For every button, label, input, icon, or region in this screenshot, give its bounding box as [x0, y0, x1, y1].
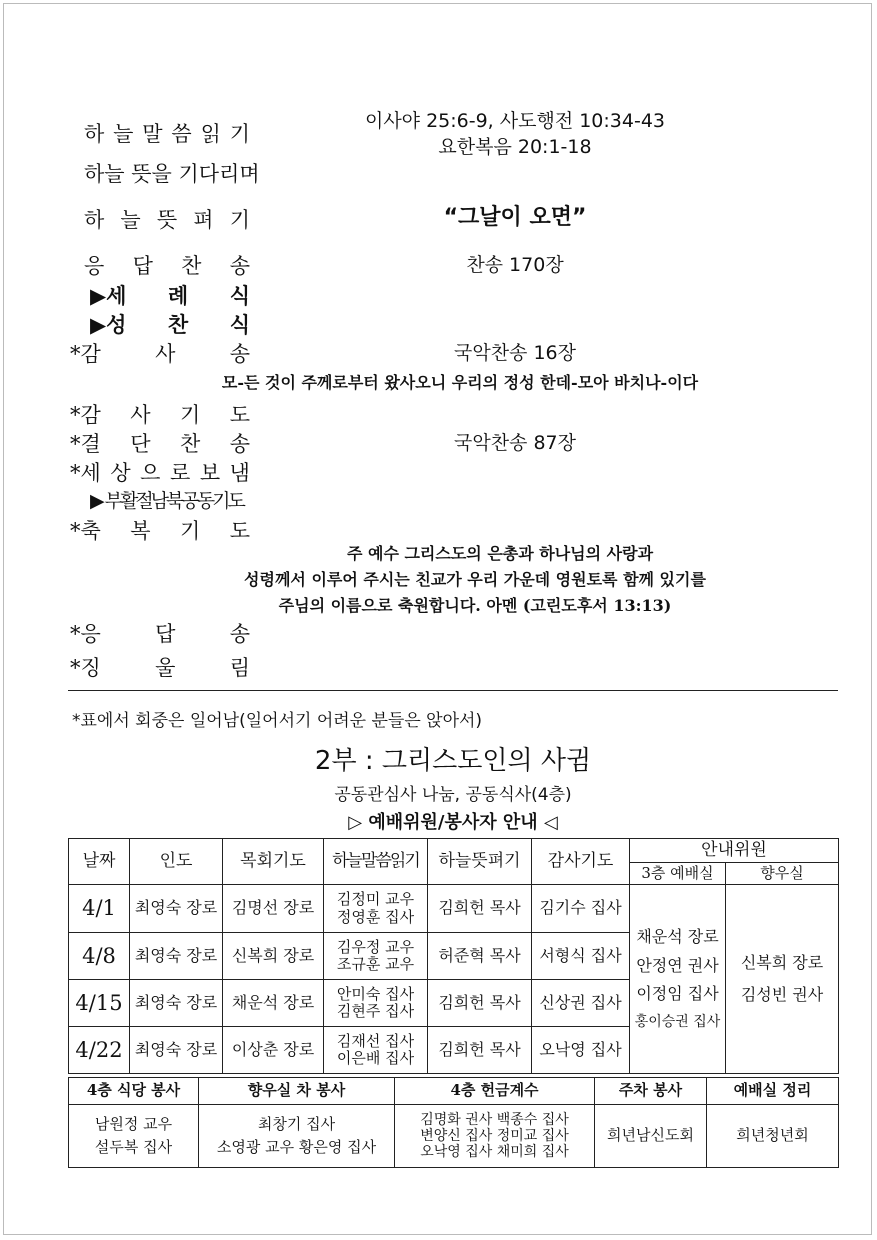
- label-text: 기: [179, 519, 201, 543]
- divider: [68, 690, 838, 691]
- label-postlude: [70, 652, 250, 682]
- duty-row: [69, 1105, 839, 1168]
- thanks-hymn-text: 국악찬송 16장: [454, 342, 576, 364]
- row-sermon: 김희헌 목사: [428, 1027, 532, 1074]
- reader: 정영훈 집사: [336, 907, 415, 926]
- label-text: 송: [229, 342, 250, 366]
- volunteer: 김명화 권사 백종수 집사: [420, 1111, 569, 1128]
- duty-table: [68, 1077, 839, 1168]
- row-prayer: 신복희 장로: [223, 933, 324, 980]
- duty-header-row: [69, 1078, 839, 1105]
- guide-name: 신복희 장로: [740, 952, 824, 972]
- label-text: *세: [70, 461, 101, 485]
- label-text: 사: [155, 342, 176, 366]
- label-text: 기: [229, 208, 250, 232]
- table-row: [69, 885, 839, 933]
- header-guide-3f: 3층 예배실: [630, 863, 726, 885]
- duty-header-parking: 주차 봉사: [595, 1078, 707, 1105]
- volunteer: 최창기 집사: [257, 1114, 336, 1133]
- label-waiting: 하늘 뜻을 기다리며: [84, 162, 260, 186]
- label-scripture: [84, 118, 250, 148]
- duty-header-tea: 향우실 차 봉사: [199, 1078, 395, 1105]
- header-row: [69, 839, 839, 863]
- header-sermon: 하늘뜻펴기: [428, 839, 532, 885]
- label-text: 송: [229, 432, 250, 456]
- label-text: 하: [84, 208, 105, 232]
- part2-title: 2부 : 그리스도인의 사귐: [314, 746, 592, 776]
- label-text: 복: [130, 519, 151, 543]
- row-prayer: 이상춘 장로: [223, 1027, 324, 1074]
- label-text: 식: [229, 312, 250, 337]
- volunteer: 소영광 교우 황은영 집사: [216, 1138, 377, 1156]
- label-text: 씀: [171, 122, 192, 146]
- label-communion: [90, 309, 250, 339]
- reader: 안미숙 집사: [336, 984, 415, 1003]
- label-baptism: [90, 280, 250, 310]
- volunteer: 변양신 집사 정미교 집사: [420, 1127, 569, 1144]
- label-text: 로: [169, 461, 191, 485]
- row-thanks: 오낙영 집사: [532, 1027, 630, 1074]
- row-thanks: 김기수 집사: [532, 885, 630, 933]
- label-text: 찬: [181, 254, 202, 278]
- label-text: 상: [110, 461, 131, 485]
- header-guide-hyangwoo: 향우실: [726, 863, 839, 885]
- guide-name: 홍이승권 집사: [634, 1013, 721, 1030]
- play-triangle-icon: ▶성: [90, 312, 127, 337]
- row-thanks: 신상권 집사: [532, 980, 630, 1027]
- row-date: 4/1: [69, 885, 130, 933]
- label-text: 늘: [113, 122, 134, 146]
- duty-parking: 희년남신도회: [595, 1105, 707, 1168]
- row-prayer: 김명선 장로: [223, 885, 324, 933]
- header-reading: 하늘말씀읽기: [324, 839, 428, 885]
- label-text: *징: [70, 656, 101, 680]
- row-reading: [324, 1027, 428, 1074]
- row-lead: 최영숙 장로: [130, 933, 223, 980]
- offering-line: 모-든 것이 주께로부터 왔사오니 우리의 정성 한데-모아 바치나-이다: [221, 373, 699, 392]
- label-text: 답: [155, 622, 176, 646]
- label-thanks-prayer: [70, 399, 250, 429]
- standing-note: *표에서 회중은 일어남(일어서기 어려운 분들은 앉아서): [72, 711, 483, 731]
- header-prayer: 목회기도: [223, 839, 324, 885]
- label-text: 응: [84, 254, 105, 278]
- label-response-hymn: [84, 250, 250, 280]
- duty-header-counting: 4층 헌금계수: [395, 1078, 595, 1105]
- guide-name: 채운석 장로: [636, 927, 719, 947]
- label-text: 식: [229, 283, 250, 308]
- label-sermon: [84, 204, 250, 234]
- row-sermon: 허준혁 목사: [428, 933, 532, 980]
- label-text: 기: [229, 122, 250, 146]
- label-text: 냄: [229, 461, 250, 485]
- label-text: 기: [179, 403, 201, 427]
- duty-counting: [395, 1105, 595, 1168]
- row-reading: [324, 933, 428, 980]
- label-resolve-hymn: [70, 428, 250, 458]
- reader: 김현주 집사: [336, 1002, 415, 1020]
- label-text: 사: [130, 403, 151, 427]
- row-lead: 최영숙 장로: [130, 1027, 223, 1074]
- label-text: 하: [84, 122, 105, 146]
- duty-cleanup: 희년청년회: [707, 1105, 839, 1168]
- header-thanks: 감사기도: [532, 839, 630, 885]
- header-lead: 인도: [130, 839, 223, 885]
- label-text: 단: [130, 432, 151, 456]
- reader: 김정미 교우: [336, 890, 415, 909]
- roster-title: ▷ 예배위원/봉사자 안내 ◁: [348, 812, 558, 833]
- label-easter-prayer: [90, 486, 243, 513]
- label-text: 울: [155, 656, 176, 680]
- label-text: 도: [229, 403, 250, 427]
- scripture-line2: 요한복음 20:1-18: [438, 136, 592, 158]
- label-text: 례: [167, 283, 189, 308]
- header-date: 날짜: [69, 839, 130, 885]
- duty-cafeteria: [69, 1105, 199, 1168]
- row-reading: [324, 980, 428, 1027]
- blessing-line-2: 성령께서 이루어 주시는 친교가 우리 가운데 영원토록 함께 있기를: [244, 570, 706, 589]
- label-text: 펴: [193, 208, 214, 232]
- guide-name: 김성빈 권사: [740, 985, 824, 1004]
- response-hymn-text: 찬송 170장: [466, 254, 564, 276]
- reader: 이은배 집사: [336, 1049, 415, 1067]
- duty-tea: [199, 1105, 395, 1168]
- label-text: 송: [229, 622, 250, 646]
- resolve-hymn-text: 국악찬송 87장: [454, 432, 576, 454]
- label-text: 도: [229, 519, 250, 543]
- roster-table: [68, 838, 839, 1074]
- guide-hyangwoo-cell: [726, 885, 839, 1074]
- reader: 김우정 교우: [336, 937, 415, 956]
- volunteer: 남원정 교우: [94, 1114, 173, 1133]
- label-thanks-hymn: [70, 338, 250, 368]
- guide-name: 이정임 집사: [636, 984, 719, 1004]
- label-text: 보: [199, 461, 221, 485]
- part2-subtitle: 공동관심사 나눔, 공동식사(4층): [334, 785, 572, 805]
- label-text: 림: [229, 656, 250, 680]
- volunteer: 오낙영 집사 채미희 집사: [420, 1144, 569, 1161]
- volunteer: 설두복 집사: [94, 1138, 173, 1156]
- duty-header-cafeteria: 4층 식당 봉사: [69, 1078, 199, 1105]
- row-thanks: 서형식 집사: [532, 933, 630, 980]
- label-text: 읽: [200, 122, 221, 146]
- row-sermon: 김희헌 목사: [428, 885, 532, 933]
- play-triangle-icon: ▶세: [90, 283, 127, 308]
- label-text: 말: [142, 122, 163, 146]
- play-triangle-icon: ▶: [90, 490, 105, 512]
- label-text: 으: [140, 461, 161, 485]
- guide-name: 안정연 권사: [636, 955, 719, 975]
- scripture-line1: 이사야 25:6-9, 사도행전 10:34-43: [364, 110, 666, 132]
- label-text: 늘: [120, 208, 141, 232]
- label-amen-response: [70, 618, 250, 648]
- reader: 김재선 집사: [336, 1031, 415, 1050]
- label-text: 찬: [167, 312, 189, 337]
- label-text: 뜻: [156, 208, 178, 232]
- header-guide: 안내위원: [630, 839, 839, 863]
- guide-3f-cell: [630, 885, 726, 1074]
- blessing-line-1: 주 예수 그리스도의 은총과 하나님의 사랑과: [346, 544, 654, 563]
- label-text: *감: [70, 403, 101, 427]
- label-text: *응: [70, 622, 101, 646]
- label-text: 찬: [179, 432, 201, 456]
- label-text: *결: [70, 432, 101, 456]
- label-text: *감: [70, 342, 101, 366]
- label-sending: [70, 457, 250, 487]
- row-date: 4/15: [69, 980, 130, 1027]
- row-sermon: 김희헌 목사: [428, 980, 532, 1027]
- row-date: 4/8: [69, 933, 130, 980]
- label-text: 부활절남북공동기도: [104, 490, 243, 512]
- label-text: 답: [132, 254, 153, 278]
- row-reading: [324, 885, 428, 933]
- row-lead: 최영숙 장로: [130, 980, 223, 1027]
- sermon-title: “그날이 오면”: [443, 205, 587, 230]
- label-text: *축: [70, 519, 101, 543]
- row-lead: 최영숙 장로: [130, 885, 223, 933]
- reader: 조규훈 교우: [336, 955, 415, 973]
- row-date: 4/22: [69, 1027, 130, 1074]
- row-prayer: 채운석 장로: [223, 980, 324, 1027]
- duty-header-cleanup: 예배실 정리: [707, 1078, 839, 1105]
- blessing-line-3: 주님의 이름으로 축원합니다. 아멘 (고린도후서 13:13): [278, 596, 672, 615]
- label-text: 송: [229, 254, 250, 278]
